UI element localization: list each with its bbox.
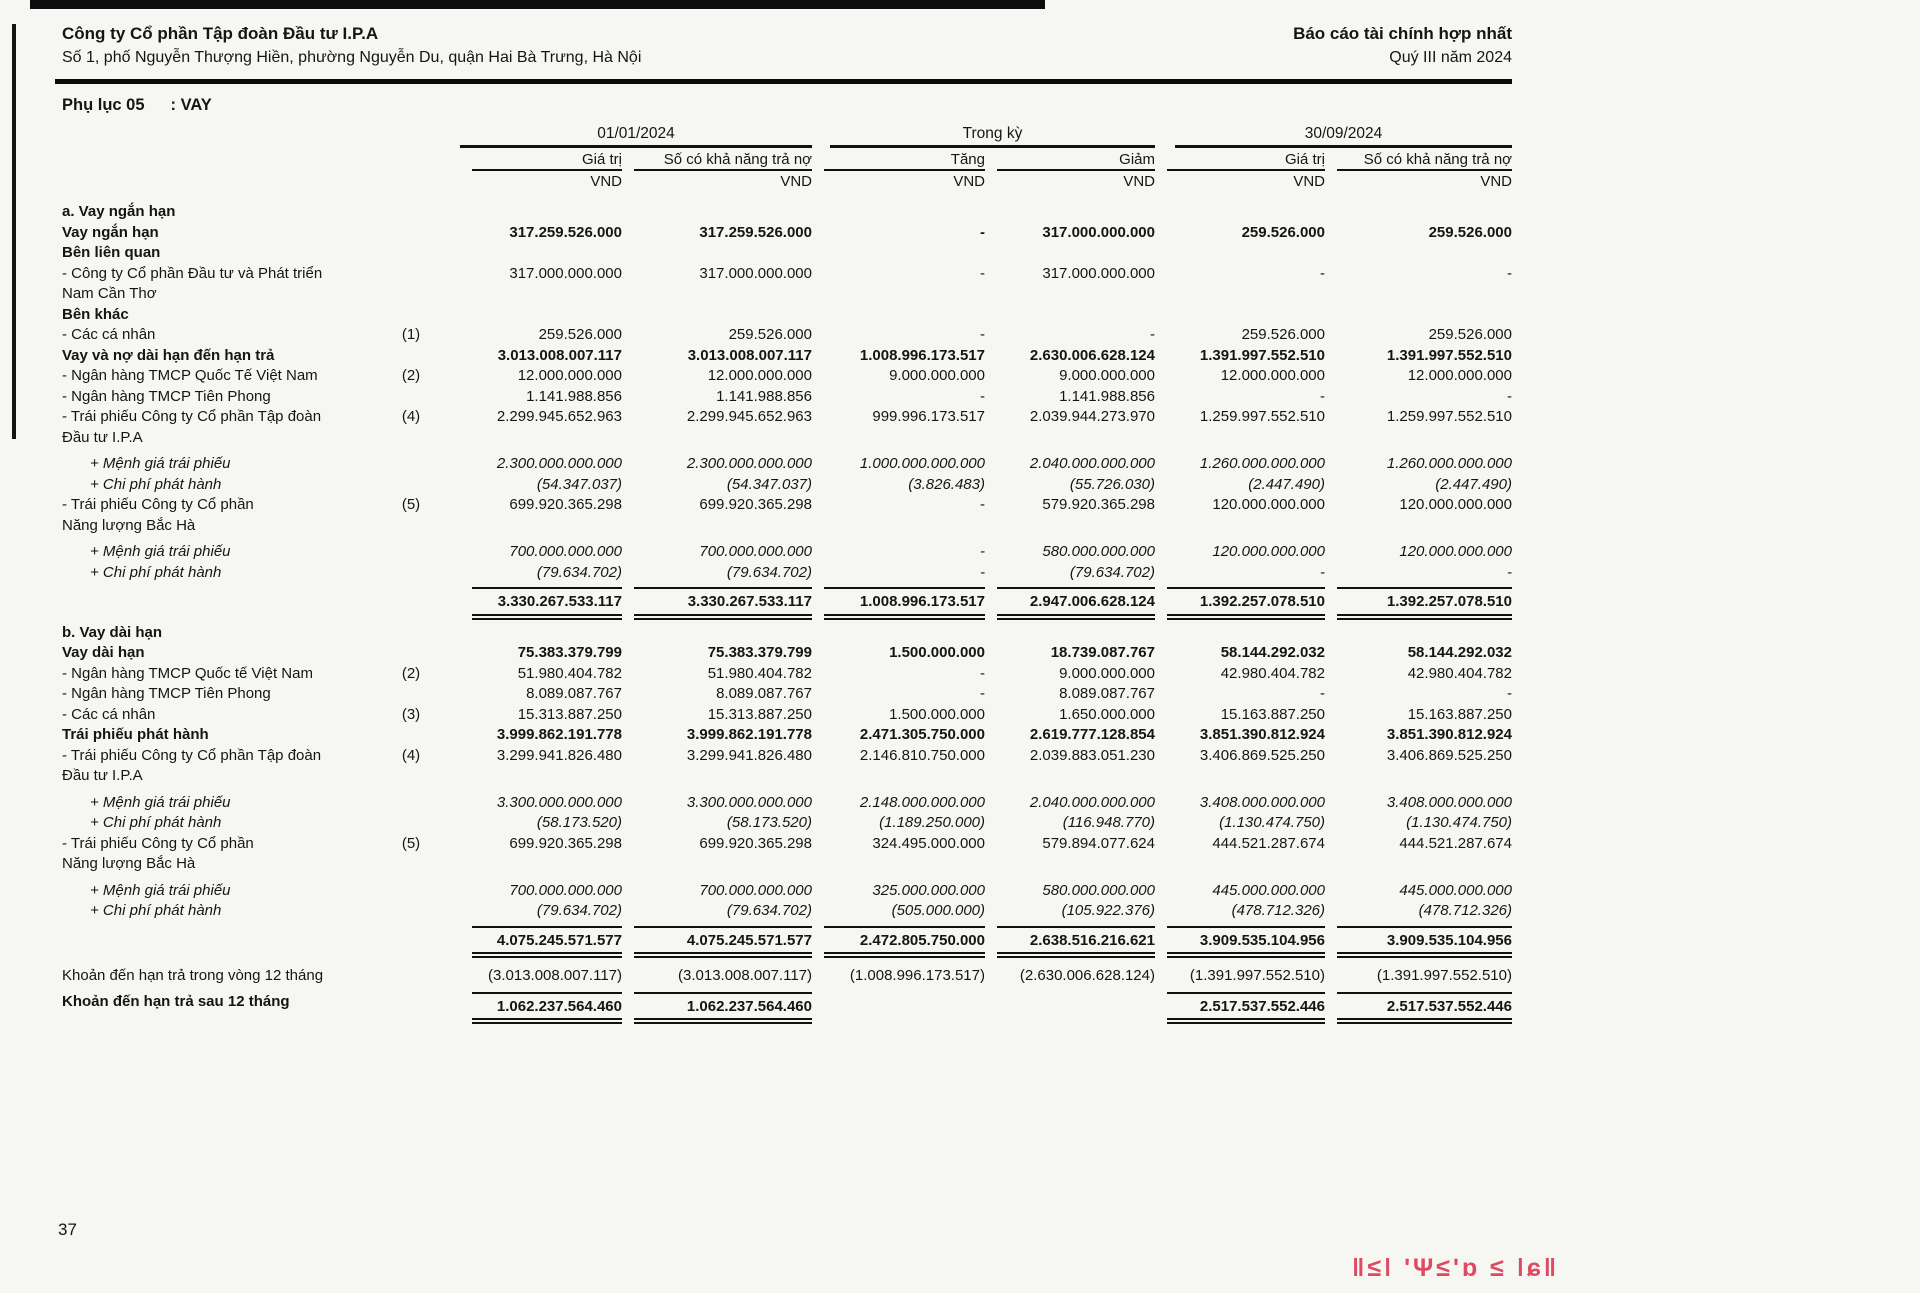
cell: 1.259.997.552.510	[1199, 408, 1325, 425]
cell: 3.851.390.812.924	[1199, 726, 1325, 743]
row-label: Khoản đến hạn trả trong vòng 12 tháng	[62, 967, 324, 984]
cell: 75.383.379.799	[707, 644, 812, 661]
row-label: + Chi phí phát hành	[90, 814, 222, 831]
cell: 3.300.000.000.000	[686, 793, 812, 811]
cell: 999.996.173.517	[872, 408, 985, 425]
loans-table	[62, 125, 1512, 1024]
cell: 9.000.000.000	[1059, 367, 1155, 384]
cell: 42.980.404.782	[1220, 664, 1325, 682]
cell: 699.920.365.298	[509, 496, 622, 513]
cell: (478.712.326)	[1231, 902, 1325, 919]
cell: -	[1507, 264, 1512, 282]
unit-label: VND	[1480, 173, 1512, 190]
cell: 3.851.390.812.924	[1386, 726, 1512, 743]
row-note: (4)	[401, 746, 421, 764]
cell: 1.260.000.000.000	[1199, 455, 1325, 472]
cell: 1.141.988.856	[716, 387, 812, 405]
row-label: - Trái phiếu Công ty Cổ phần Năng lượng Bắc Hà	[62, 834, 254, 872]
table-row	[62, 475, 1512, 496]
cell: 2.472.805.750.000	[824, 926, 985, 959]
cell: 2.299.945.652.963	[686, 408, 812, 425]
cell: 120.000.000.000	[1212, 543, 1325, 560]
header-divider	[55, 79, 1512, 84]
row-label: Bên khác	[62, 305, 129, 323]
cell: (1.391.997.552.510)	[1189, 967, 1325, 984]
table-row	[62, 264, 1512, 305]
cell: 1.260.000.000.000	[1386, 455, 1512, 472]
cell: -	[980, 563, 985, 581]
cell: (1.391.997.552.510)	[1376, 967, 1512, 984]
cell: 3.299.941.826.480	[686, 746, 812, 764]
unit-label: VND	[780, 173, 812, 190]
appendix-title	[62, 96, 1512, 115]
cell: (58.173.520)	[726, 814, 812, 831]
cell: -	[1320, 685, 1325, 702]
table-row	[62, 366, 1512, 387]
cell: -	[980, 543, 985, 560]
cell: -	[980, 264, 985, 282]
cell: 317.000.000.000	[1042, 264, 1155, 282]
cell: 445.000.000.000	[1212, 881, 1325, 899]
column-group-header-row	[62, 125, 1512, 148]
cell: (3.013.008.007.117)	[678, 967, 812, 984]
table-row	[62, 305, 1512, 326]
cell: 3.909.535.104.956	[1337, 926, 1512, 959]
cell: 15.313.887.250	[517, 705, 622, 723]
unit-label: VND	[1293, 173, 1325, 190]
cell: 317.000.000.000	[509, 264, 622, 282]
cell: 8.089.087.767	[526, 685, 622, 702]
row-label: - Trái phiếu Công ty Cổ phần Tập đoàn Đầu tư I.P.A	[62, 408, 322, 446]
cell: 12.000.000.000	[517, 367, 622, 384]
table-row	[62, 407, 1512, 448]
report-title: Báo cáo tài chính hợp nhất	[1293, 24, 1512, 43]
cell: 8.089.087.767	[1059, 685, 1155, 702]
cell: 2.517.537.552.446	[1167, 992, 1325, 1025]
row-label: + Chi phí phát hành	[90, 902, 222, 919]
table-row	[62, 813, 1512, 834]
row-label: Khoản đến hạn trả sau 12 tháng	[62, 992, 290, 1010]
row-label: - Ngân hàng TMCP Tiên Phong	[62, 387, 271, 405]
cell: 51.980.404.782	[517, 664, 622, 682]
table-row	[62, 587, 1512, 620]
cell: (79.634.702)	[726, 902, 812, 919]
appendix-name: : VAY	[170, 96, 212, 114]
table-row	[62, 746, 1512, 787]
row-label: - Trái phiếu Công ty Cổ phần Năng lượng Bắc Hà	[62, 496, 254, 534]
unit-label: VND	[953, 173, 985, 190]
cell: -	[1507, 387, 1512, 405]
cell: -	[1320, 563, 1325, 581]
column-group-opening: 01/01/2024	[460, 125, 812, 148]
cell: 3.406.869.525.250	[1199, 746, 1325, 764]
cell: 1.141.988.856	[1059, 387, 1155, 405]
column-header: Tăng	[824, 151, 985, 171]
cell: 3.013.008.007.117	[687, 346, 812, 364]
table-row	[62, 664, 1512, 685]
cell: 1.650.000.000	[1059, 705, 1155, 723]
cell: 259.526.000	[1241, 326, 1325, 343]
cell: (505.000.000)	[891, 902, 985, 919]
table-row	[62, 992, 1512, 1025]
cell: 324.495.000.000	[872, 834, 985, 852]
cell: 8.089.087.767	[716, 685, 812, 702]
header-left	[62, 22, 641, 70]
cell: 580.000.000.000	[1042, 543, 1155, 560]
cell: 579.894.077.624	[1042, 834, 1155, 852]
cell: 15.163.887.250	[1407, 705, 1512, 723]
cell: (116.948.770)	[1062, 814, 1155, 831]
cell: 3.406.869.525.250	[1386, 746, 1512, 764]
company-address: Số 1, phố Nguyễn Thượng Hiền, phường Nguyễn Du, quận Hai Bà Trưng, Hà Nội	[62, 49, 642, 66]
cell: -	[980, 387, 985, 405]
column-header: Giá trị	[472, 151, 622, 171]
row-label: Bên liên quan	[62, 244, 161, 261]
table-row	[62, 243, 1512, 264]
row-label: + Mệnh giá trái phiếu	[90, 543, 231, 560]
cell: -	[980, 326, 985, 343]
cell: 2.619.777.128.854	[1029, 726, 1155, 743]
cell: (2.630.006.628.124)	[1019, 967, 1155, 984]
cell: 3.408.000.000.000	[1199, 793, 1325, 811]
cell: 1.392.257.078.510	[1167, 587, 1325, 620]
cell: 1.500.000.000	[889, 644, 985, 661]
cell: (3.826.483)	[908, 475, 985, 493]
table-row	[62, 834, 1512, 875]
row-note: (3)	[401, 705, 421, 723]
cell: -	[980, 664, 985, 682]
cell: 2.040.000.000.000	[1029, 455, 1155, 472]
cell: -	[1320, 264, 1325, 282]
cell: 42.980.404.782	[1407, 664, 1512, 682]
cell: 3.300.000.000.000	[496, 793, 622, 811]
row-label: Vay và nợ dài hạn đến hạn trả	[62, 346, 275, 364]
table-row	[62, 202, 1512, 223]
cell: 1.062.237.564.460	[634, 992, 812, 1025]
red-scan-artifact: ǁ≤ǀ ʹΨ≤ʹɒ ≤ ǀɕǁ	[1352, 1254, 1560, 1282]
table-body	[62, 202, 1512, 1024]
table-row	[62, 454, 1512, 475]
cell: 699.920.365.298	[699, 834, 812, 852]
table-row	[62, 881, 1512, 902]
cell: 3.299.941.826.480	[496, 746, 622, 764]
cell: 3.330.267.533.117	[634, 587, 812, 620]
column-header: Giá trị	[1167, 151, 1325, 171]
cell: -	[1507, 563, 1512, 581]
cell: (1.189.250.000)	[879, 814, 985, 831]
table-row	[62, 966, 1512, 987]
cell: 259.526.000	[538, 326, 622, 343]
table-row	[62, 793, 1512, 814]
cell: 1.062.237.564.460	[472, 992, 622, 1025]
cell: 2.630.006.628.124	[1029, 346, 1155, 364]
row-label: + Mệnh giá trái phiếu	[90, 455, 231, 472]
cell: (478.712.326)	[1418, 902, 1512, 919]
cell: 1.259.997.552.510	[1386, 408, 1512, 425]
cell: 9.000.000.000	[889, 367, 985, 384]
header-right	[1293, 22, 1512, 70]
column-header: Số có khả năng trả nợ	[1337, 151, 1512, 171]
cell: (3.013.008.007.117)	[488, 967, 622, 984]
cell: (1.008.996.173.517)	[849, 967, 985, 984]
cell: (105.922.376)	[1061, 902, 1155, 919]
cell: 1.141.988.856	[526, 387, 622, 405]
cell: 259.526.000	[1428, 223, 1512, 241]
cell	[824, 992, 985, 996]
column-header: Số có khả năng trả nợ	[634, 151, 812, 171]
cell: 317.259.526.000	[509, 223, 622, 241]
cell: -	[1150, 326, 1155, 343]
cell: 1.008.996.173.517	[824, 587, 985, 620]
cell: 2.148.000.000.000	[859, 793, 985, 811]
row-label: - Các cá nhân	[62, 705, 156, 723]
cell: 2.039.944.273.970	[1029, 408, 1155, 425]
cell: (79.634.702)	[536, 563, 622, 581]
row-label: Vay ngắn hạn	[62, 223, 159, 241]
table-row	[62, 901, 1512, 922]
cell: 579.920.365.298	[1042, 496, 1155, 513]
cell: (1.130.474.750)	[1406, 814, 1512, 831]
cell: (58.173.520)	[536, 814, 622, 831]
cell: 317.259.526.000	[699, 223, 812, 241]
column-header-row	[62, 151, 1512, 171]
cell: (79.634.702)	[726, 563, 812, 581]
table-row	[62, 542, 1512, 563]
table-row	[62, 563, 1512, 584]
row-label: + Mệnh giá trái phiếu	[90, 881, 231, 899]
cell: 444.521.287.674	[1212, 834, 1325, 852]
cell: 2.517.537.552.446	[1337, 992, 1512, 1025]
table-row	[62, 643, 1512, 664]
column-group-closing: 30/09/2024	[1175, 125, 1512, 148]
cell: (2.447.490)	[1248, 475, 1325, 493]
cell: -	[1507, 685, 1512, 702]
cell: 259.526.000	[728, 326, 812, 343]
row-label: b. Vay dài hạn	[62, 623, 163, 641]
cell: 12.000.000.000	[707, 367, 812, 384]
row-label: - Ngân hàng TMCP Tiên Phong	[62, 685, 271, 702]
row-note: (5)	[401, 496, 421, 513]
cell: 58.144.292.032	[1220, 644, 1325, 661]
cell: 699.920.365.298	[509, 834, 622, 852]
cell: 2.638.516.216.621	[997, 926, 1155, 959]
row-note: (4)	[401, 408, 421, 425]
cell: 2.040.000.000.000	[1029, 793, 1155, 811]
cell: 1.008.996.173.517	[859, 346, 985, 364]
cell: 1.391.997.552.510	[1199, 346, 1325, 364]
cell: 3.909.535.104.956	[1167, 926, 1325, 959]
cell: 4.075.245.571.577	[472, 926, 622, 959]
cell: 3.999.862.191.778	[496, 726, 622, 743]
row-note: (1)	[401, 326, 421, 343]
row-note: (2)	[401, 664, 421, 682]
table-row	[62, 495, 1512, 536]
cell: 3.999.862.191.778	[686, 726, 812, 743]
appendix-label: Phụ lục 05	[62, 96, 145, 114]
row-note: (5)	[401, 834, 421, 852]
cell: 1.392.257.078.510	[1337, 587, 1512, 620]
cell: 2.300.000.000.000	[496, 455, 622, 472]
table-row	[62, 926, 1512, 959]
column-group-period: Trong kỳ	[830, 125, 1155, 148]
cell	[997, 992, 1155, 996]
row-label: - Các cá nhân	[62, 326, 156, 343]
cell: 9.000.000.000	[1059, 664, 1155, 682]
cell: 12.000.000.000	[1407, 367, 1512, 384]
cell: 75.383.379.799	[517, 644, 622, 661]
row-label: Vay dài hạn	[62, 644, 145, 661]
cell: 317.000.000.000	[1042, 223, 1155, 241]
cell: 325.000.000.000	[872, 881, 985, 899]
cell: -	[1320, 387, 1325, 405]
page-number: 37	[58, 1220, 77, 1239]
company-name: Công ty Cổ phần Tập đoàn Đầu tư I.P.A	[62, 24, 379, 43]
row-label: - Ngân hàng TMCP Quốc Tế Việt Nam	[62, 367, 318, 384]
cell: 1.500.000.000	[889, 705, 985, 723]
cell: 445.000.000.000	[1399, 881, 1512, 899]
cell: 120.000.000.000	[1212, 496, 1325, 513]
cell: 3.013.008.007.117	[497, 346, 622, 364]
cell: -	[980, 223, 985, 241]
cell: 699.920.365.298	[699, 496, 812, 513]
cell: 700.000.000.000	[509, 881, 622, 899]
unit-label: VND	[1123, 173, 1155, 190]
document-header	[62, 0, 1512, 70]
cell: 15.313.887.250	[707, 705, 812, 723]
cell: 2.300.000.000.000	[686, 455, 812, 472]
cell: 2.146.810.750.000	[859, 746, 985, 764]
table-row	[62, 725, 1512, 746]
row-label: - Ngân hàng TMCP Quốc tế Việt Nam	[62, 664, 313, 682]
table-row	[62, 223, 1512, 244]
cell: 2.471.305.750.000	[859, 726, 985, 743]
cell: (55.726.030)	[1069, 475, 1155, 493]
cell: 2.947.006.628.124	[997, 587, 1155, 620]
unit-row	[62, 173, 1512, 190]
cell: 259.526.000	[1428, 326, 1512, 343]
cell: 1.000.000.000.000	[859, 455, 985, 472]
row-label: a. Vay ngắn hạn	[62, 203, 176, 220]
cell: 2.039.883.051.230	[1029, 746, 1155, 764]
cell: 15.163.887.250	[1220, 705, 1325, 723]
report-period: Quý III năm 2024	[1389, 49, 1512, 66]
cell: 700.000.000.000	[699, 881, 812, 899]
cell: 3.330.267.533.117	[472, 587, 622, 620]
scan-edge-left-line	[12, 24, 16, 439]
cell: 12.000.000.000	[1220, 367, 1325, 384]
cell: 444.521.287.674	[1399, 834, 1512, 852]
cell: (2.447.490)	[1435, 475, 1512, 493]
scan-edge-top-bar	[30, 0, 1045, 9]
row-note: (2)	[401, 367, 421, 384]
table-row	[62, 387, 1512, 408]
row-label: + Mệnh giá trái phiếu	[90, 793, 231, 811]
cell: 259.526.000	[1241, 223, 1325, 241]
cell: 317.000.000.000	[699, 264, 812, 282]
cell: 18.739.087.767	[1050, 644, 1155, 661]
cell: (1.130.474.750)	[1219, 814, 1325, 831]
cell: 4.075.245.571.577	[634, 926, 812, 959]
table-row	[62, 325, 1512, 346]
cell: 1.391.997.552.510	[1386, 346, 1512, 364]
page-content	[62, 0, 1512, 1024]
cell: 51.980.404.782	[707, 664, 812, 682]
cell: (79.634.702)	[536, 902, 622, 919]
cell: 120.000.000.000	[1399, 496, 1512, 513]
cell: 2.299.945.652.963	[496, 408, 622, 425]
cell: 580.000.000.000	[1042, 881, 1155, 899]
cell: 700.000.000.000	[509, 543, 622, 560]
cell: -	[980, 496, 985, 513]
row-label: Trái phiếu phát hành	[62, 726, 209, 743]
cell: 120.000.000.000	[1399, 543, 1512, 560]
cell: (54.347.037)	[726, 475, 812, 493]
row-label: + Chi phí phát hành	[90, 563, 222, 581]
column-header: Giảm	[997, 151, 1155, 171]
cell: 700.000.000.000	[699, 543, 812, 560]
unit-label: VND	[590, 173, 622, 190]
row-label: + Chi phí phát hành	[90, 475, 222, 493]
cell: (54.347.037)	[536, 475, 622, 493]
row-label: - Trái phiếu Công ty Cổ phần Tập đoàn Đầu tư I.P.A	[62, 746, 322, 784]
table-row	[62, 705, 1512, 726]
row-label: - Công ty Cổ phần Đầu tư và Phát triển Nam Cần Thơ	[62, 264, 323, 302]
table-row	[62, 684, 1512, 705]
cell: 58.144.292.032	[1407, 644, 1512, 661]
table-row	[62, 346, 1512, 367]
cell: 3.408.000.000.000	[1386, 793, 1512, 811]
cell: (79.634.702)	[1069, 563, 1155, 581]
cell: -	[980, 685, 985, 702]
table-row	[62, 623, 1512, 644]
